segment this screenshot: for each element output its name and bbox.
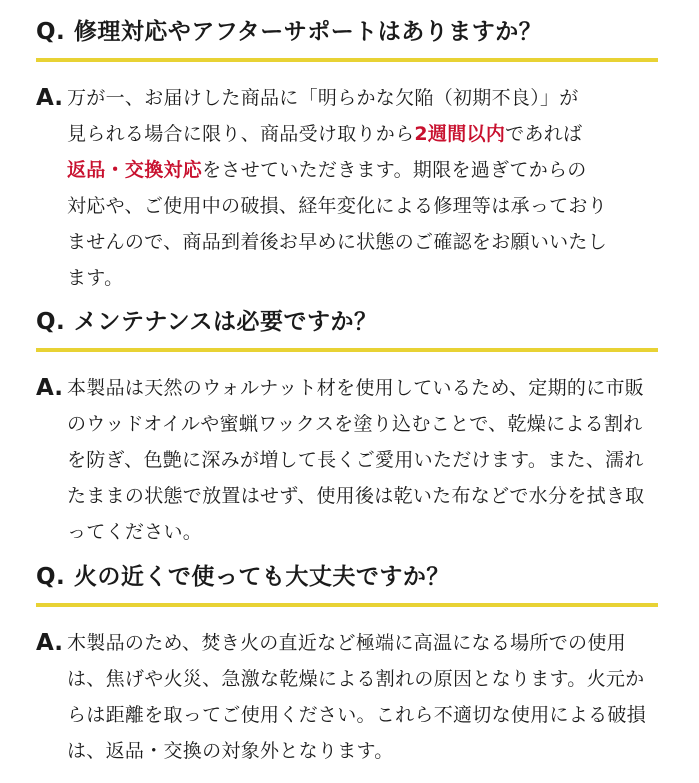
answer-text-part: ませんので、商品到着後お早めに状態のご確認をお願いいたし xyxy=(67,231,608,253)
answer-text-part: 対応や、ご使用中の破損、経年変化による修理等は承っており xyxy=(67,195,608,217)
faq-item-fire xyxy=(36,561,658,769)
answer-text: 本製品は天然のウォルナット材を使用しているため、定期的に市販のウッドオイルや蜜蝋ワックスを塗り込むことで、乾燥による割れを防ぎ、色艶に深みが増して長くご愛用いただけます。また、濡れたままの状態で放置はせず、使用後は乾いた布などで水分を拭き取ってください。 xyxy=(67,377,645,543)
faq-item-repair xyxy=(36,16,658,296)
question-text: 修理対応やアフターサポートはありますか？ xyxy=(73,19,543,45)
faq-question xyxy=(36,561,658,607)
faq-question xyxy=(36,306,658,352)
answer-text-part: であれば xyxy=(505,123,583,145)
faq-answer xyxy=(36,625,658,769)
answer-text xyxy=(67,80,658,296)
answer-prefix: A. xyxy=(36,375,63,401)
highlight-period: 2週間以内 xyxy=(414,123,506,145)
answer-prefix: A. xyxy=(36,85,63,111)
answer-text-part: 見られる場合に限り、商品受け取りから xyxy=(67,123,415,145)
answer-text-part: ます。 xyxy=(67,267,124,289)
answer-text-part: 万が一、お届けした商品に「明らかな欠陥（初期不良）」が xyxy=(67,87,579,109)
question-prefix: Q. xyxy=(36,564,66,590)
faq-question xyxy=(36,16,658,62)
faq-answer xyxy=(36,370,658,550)
question-prefix: Q. xyxy=(36,309,66,335)
highlight-return-exchange: 返品・交換対応 xyxy=(67,159,203,181)
question-text: 火の近くで使っても大丈夫ですか？ xyxy=(73,564,450,590)
faq-answer xyxy=(36,80,658,296)
faq-item-maintenance xyxy=(36,306,658,550)
answer-text: 木製品のため、焚き火の直近など極端に高温になる場所での使用は、焦げや火災、急激な乾燥による割れの原因となります。火元からは距離を取ってご使用ください。これら不適切な使用による破損は、返品・交換の対象外となります。 xyxy=(67,632,647,762)
answer-text-part: をさせていただきます。期限を過ぎてからの xyxy=(202,159,587,181)
question-text: メンテナンスは必要ですか？ xyxy=(73,309,378,335)
question-prefix: Q. xyxy=(36,19,66,45)
answer-prefix: A. xyxy=(36,630,63,656)
